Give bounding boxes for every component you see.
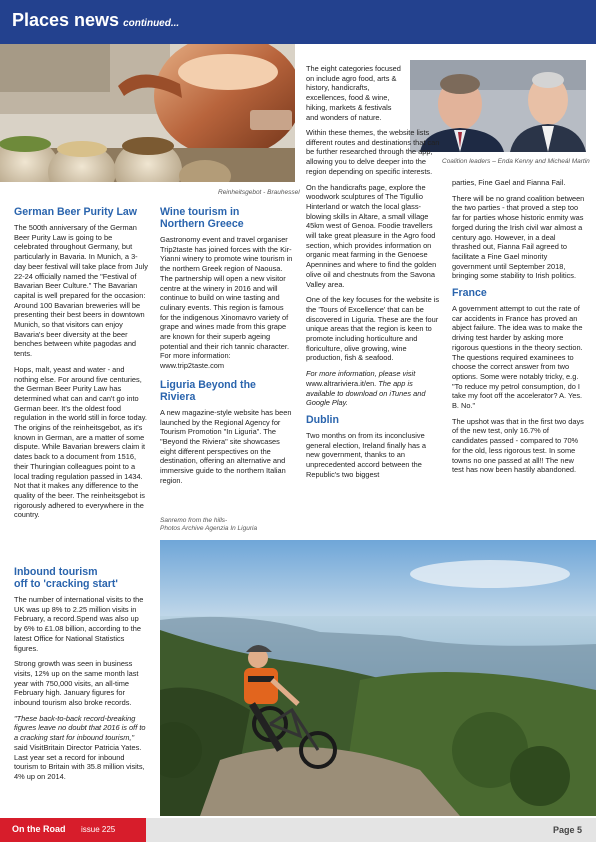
page-header (0, 0, 596, 44)
beer-brewery-photo (0, 44, 295, 182)
liguria-caption-line-1: Sanremo from the hills- (160, 517, 228, 524)
col3-intro (306, 64, 404, 128)
france-heading: France (452, 287, 487, 300)
inbound-paragraph-2: Strong growth was seen in business visits, 12% up on the same month last year with 750,000 visits, an all-time February high. January figures for inbound tourism also broke records. (14, 659, 139, 708)
inbound-quote-tail: said VisitBritain Director Patricia Yates. Last year set a record for inbound tourism to Britain with 35.8 million visits, 4% up on 2014. (14, 742, 145, 781)
dublin-paragraph-1: Two months on from its inconclusive general election, Ireland finally has a new government, thanks to an unprecedented accord between the Republic's two biggest (306, 430, 426, 479)
more-info-tail: The app is available to download on iTunes and Google Play. (306, 378, 426, 408)
liguria-caption-line-2: Photos Archive Agenzia In Liguria (160, 525, 258, 532)
page-footer (0, 818, 596, 842)
dublin-continued: parties, Fine Gael and Fianna Fail. (452, 178, 566, 187)
wine-paragraph: Gastronomy event and travel organiser Trip2taste has joined forces with the Kir-Yianni winery to promote wine tourism in the northern Greek region of Naousa. The partnership will open a new visitor centre at the winery in 2016 and will continue to build on wine tasting and culinary events. This region is famous for the indigenous Xinomavro variety of grape and wines made from this grape are known for their superb ageing potential and their rich tannic character. For more information: www.trip2taste.com (160, 235, 293, 371)
wine-heading-line-1: Wine tourism in (160, 206, 240, 218)
wine-article (160, 206, 294, 491)
liguria-paragraph: A new magazine-style website has been launched by the Regional Agency for Tourism Promotion "In Liguria". The "Beyond the Riviera" site showcases eight different perspectives on the destination, offering an alternative and immersive guide to the northern Italian region. (160, 407, 292, 485)
col3-article (306, 128, 440, 486)
france-paragraph-2: The upshot was that in the first two days of the new test, only 16.7% of candidates passed - compared to 70% for the old, less rigorous test. In some towns no one passed at all!! The new test has now been hastily abandoned. (452, 416, 584, 475)
inbound-heading (14, 566, 148, 590)
france-paragraph-1: A government attempt to cut the rate of car accidents in France has proved an abject failure. The idea was to make the driving test harder by asking more rigorous questions in the theory section. The questions required examinees to choose the correct answer from two options. Some were notably tricky, e.g. "To reduce my petrol consumption, do I take my foot off the accelerator? A. Yes. B. No." (452, 304, 583, 411)
politicians-photo-caption: Coalition leaders – Enda Kenny and Micheál Martin (442, 158, 590, 165)
liguria-heading: Liguria Beyond the Riviera (160, 378, 256, 403)
inbound-article (14, 566, 148, 788)
inbound-heading-line-2: off to 'cracking start' (14, 578, 118, 590)
mountain-bike-photo (160, 540, 596, 816)
liguria-excellence: One of the key focuses for the website is the 'Tours of Excellence' that can be discovered in Liguria. These are the four unique areas that the region is keen to promote including horticulture and floriculture, olive growing, wine production, fish & seafood. (306, 295, 440, 363)
inbound-quote: "These back-to-back record-breaking figures leave no doubt that 2016 is off to a cracking start for inbound tourism," (14, 713, 146, 743)
wine-heading (160, 206, 294, 230)
beer-heading: German Beer Purity Law (14, 206, 138, 218)
liguria-url-link[interactable]: www.altrariviera.it/en. (306, 378, 377, 388)
liguria-themes: Within these themes, the website lists different routes and destinations that can be further researched through the app, allowing you to delve deeper into the region depending on specific interests. (306, 128, 440, 176)
footer-page-number: Page 5 (552, 825, 582, 835)
footer-red-block (0, 818, 146, 842)
inbound-paragraph-1: The number of international visits to the UK was up 8% to 2.25 million visits in February, a record.Spend was also up by 6% to £1.08 billion, according to the latest Office for National Statistics figures. (14, 595, 144, 653)
liguria-more-info (306, 369, 440, 408)
beer-paragraph-1: The 500th anniversary of the German Beer Purity Law is going to be celebrated throughout Germany, but particularly in Bavaria. In Munich, a 3-day beer festival will take place from July 22-24 officially named the "Festival of Bavarian Beer Culture." The Bavarian capital is well prepared for the occasion: Around 100 Bavarian breweries will be presenting their best beers in downtown Munich, so that visitors can enjoy Bavaria's beer diversity at the beer benches between white pagodas and tents. (14, 223, 148, 359)
page-title (12, 10, 179, 31)
beer-photo-caption: Reinheitsgebot - Brauhessel (218, 189, 300, 196)
beer-article (14, 206, 148, 526)
section-subtitle: continued... (123, 18, 180, 29)
dublin-heading: Dublin (306, 413, 339, 426)
liguria-photo-caption (160, 517, 257, 533)
footer-issue: issue 225 (81, 825, 116, 834)
dublin-paragraph-2: There will be no grand coalition between the two parties - that proved a step too far for parties whose historic enmity was forged during the Irish civil war almost a century ago. However, in a deal thrashed out, Fianna Fail agreed to facilitate a Fine Gael minority government until September 2018, bringing some stability to Irish politics. (452, 193, 585, 281)
col4-article (452, 178, 586, 481)
section-title: Places news (12, 10, 120, 30)
liguria-handicrafts: On the handicrafts page, explore the woodwork sculptures of The Tigullio Hinterland or watch the local glass-blowing skills in Altare, a small village 45km west of Genoa. Foodie travellers will take great pleasure in the Agro food section, which provides information on organic meat farming in the Genoese Apennines and where to find the golden olive oil and chestnuts from the Savona Valley area. (306, 182, 437, 289)
footer-magazine-title: On the Road (12, 824, 66, 834)
wine-heading-line-2: Northern Greece (160, 218, 244, 230)
inbound-heading-line-1: Inbound tourism (14, 566, 98, 578)
liguria-categories: The eight categories focused on include agro food, arts & history, handicrafts, excellences, food & wine, hiking, markets & festivals and wonders of nature. (306, 64, 401, 122)
more-info-label: For more information, please visit (306, 369, 416, 379)
beer-paragraph-2: Hops, malt, yeast and water - and nothing else. For around five centuries, the German Beer Purity Law has determined what can and can't go into German beer. It's the oldest food regulation in the world still in force today. The origins of the reinheitsgebot, as it's known in German, are a matter of some dispute. While Bavarian brewers claim it dates back to a document from 1516, their Thuringian colleagues point to a local trading regulation passed in 1434. Not that it makes any difference to the quality of the beer. The reinheitsgebot is rigorously adhered to everywhere in the country. (14, 364, 147, 520)
inbound-quote-paragraph (14, 714, 148, 782)
